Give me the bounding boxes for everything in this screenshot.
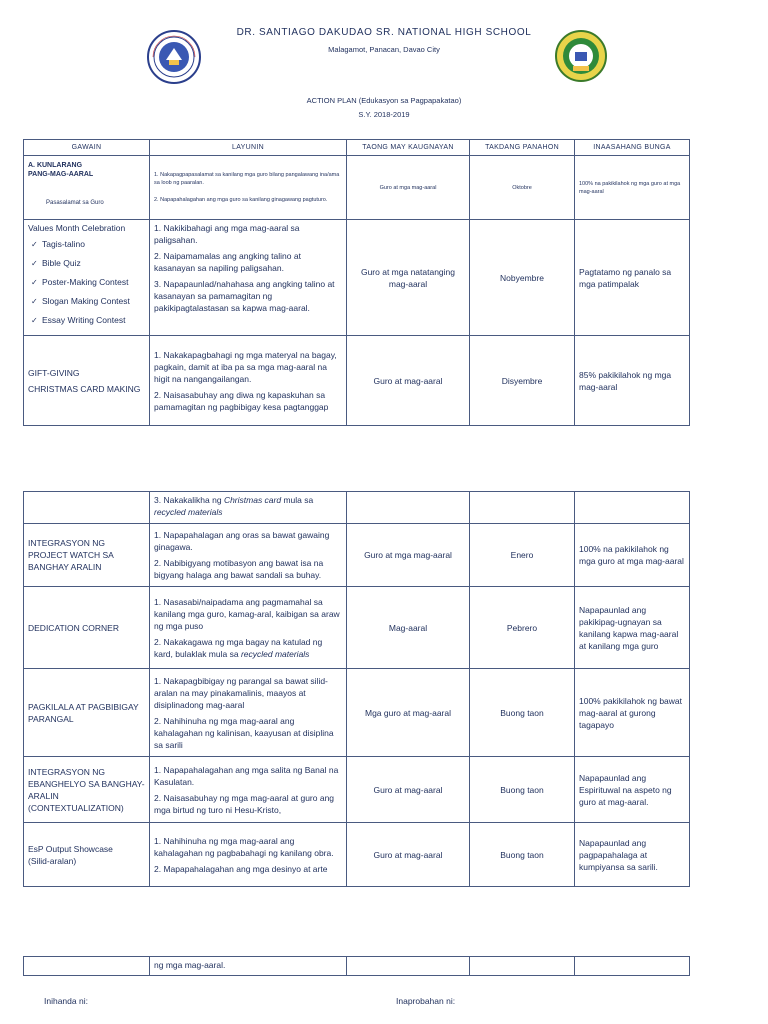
layunin-item: 1. Nakakapagbahagi ng mga materyal na bagay, pagkain, damit at iba pa sa mga mag-aaral na higit na nangangailangan. bbox=[154, 349, 337, 384]
table-row bbox=[24, 587, 690, 669]
checkmark-icon: ✓ bbox=[31, 259, 38, 268]
gawain-title: PANG-MAG-AARAL bbox=[28, 171, 94, 178]
panahon-cell bbox=[470, 957, 575, 976]
school-seal-logo bbox=[555, 30, 607, 82]
layunin-item: 3. Nakakalikha ng bbox=[154, 495, 224, 505]
table-row bbox=[24, 492, 690, 524]
gawain-cell: PAGKILALA AT PAGBIBIGAY PARANGAL bbox=[24, 669, 150, 757]
panahon-cell bbox=[470, 492, 575, 524]
table-row bbox=[24, 957, 690, 976]
checkmark-icon: ✓ bbox=[31, 278, 38, 287]
layunin-cell bbox=[150, 156, 347, 220]
prepared-by-label: Inihanda ni: bbox=[44, 996, 88, 1006]
panahon-cell: Enero bbox=[470, 524, 575, 587]
gawain-cell: INTEGRASYON NG EBANGHELYO SA BANGHAY-ARALIN (CONTEXTUALIZATION) bbox=[24, 757, 150, 823]
taong-cell: Guro at mga natatanging mag-aaral bbox=[347, 220, 470, 336]
panahon-cell: Buong taon bbox=[470, 669, 575, 757]
taong-cell bbox=[347, 957, 470, 976]
school-address: Malagamot, Panacan, Davao City bbox=[328, 45, 440, 54]
bunga-cell: Napapaunlad ang pakikipag-ugnayan sa kanilang kapwa mag-aaral at kanilang mga guro bbox=[575, 587, 690, 669]
gawain-cell: DEDICATION CORNER bbox=[24, 587, 150, 669]
layunin-item: 2. Napapahalagahan ang mga guro sa kanilang ginagawang pagtuturo. bbox=[154, 197, 328, 203]
gawain-cell bbox=[24, 823, 150, 887]
layunin-item: 1. Nasasabi/naipadama ang pagmamahal sa kanilang mga guro, kamag-aral, kaibigan sa araw ng mga puso bbox=[154, 596, 340, 631]
taong-cell bbox=[347, 492, 470, 524]
school-name: DR. SANTIAGO DAKUDAO SR. NATIONAL HIGH SCHOOL bbox=[236, 27, 532, 38]
layunin-item: 2. Naisasabuhay ng mga mag-aaral at guro ang mga birtud ng turo ni Hesu-Kristo, bbox=[154, 792, 335, 815]
gawain-cell bbox=[24, 220, 150, 336]
layunin-item: 2. Nakakagawa ng mga bagay na katulad ng kard, bulaklak mula sa recycled materials bbox=[154, 636, 323, 659]
action-plan-table-page1 bbox=[23, 139, 690, 426]
layunin-item: 1. Napapahalagahan ang mga salita ng Banal na Kasulatan. bbox=[154, 764, 339, 787]
table-row bbox=[24, 757, 690, 823]
school-year: S.Y. 2018-2019 bbox=[358, 110, 410, 119]
layunin-item: 2. Nahihinuha ng mga mag-aaral ang kahalagahan ng kalinisan, kaayusan at disiplina sa sarili bbox=[154, 715, 334, 750]
taong-cell: Guro at mga mag-aaral bbox=[347, 524, 470, 587]
layunin-cell bbox=[150, 587, 347, 669]
layunin-item: 3. Napapaunlad/nahahasa ang angking talino at kasanayan sa pamamagitan ng pakikipagtalastasan sa kapwa mag-aaral. bbox=[154, 279, 335, 313]
table-row bbox=[24, 220, 690, 336]
taong-cell: Mga guro at mag-aaral bbox=[347, 669, 470, 757]
bunga-cell: Napapaunlad ang Espirituwal na aspeto ng guro at mag-aaral. bbox=[575, 757, 690, 823]
bunga-cell bbox=[575, 492, 690, 524]
layunin-italic: Christmas card bbox=[223, 495, 282, 505]
layunin-item: 1. Nahihinuha ng mga mag-aaral ang kahalagahan ng pagbabahagi ng kanilang obra. bbox=[154, 835, 334, 858]
taong-cell: Guro at mga mag-aaral bbox=[347, 156, 470, 220]
panahon-cell: Disyembre bbox=[470, 336, 575, 426]
table-row bbox=[24, 524, 690, 587]
taong-cell: Guro at mag-aaral bbox=[347, 757, 470, 823]
gawain-title: EsP Output Showcase bbox=[28, 843, 113, 854]
table-row bbox=[24, 669, 690, 757]
gawain-cell bbox=[24, 492, 150, 524]
col-header-taong: TAONG MAY KAUGNAYAN bbox=[347, 140, 470, 156]
gawain-title: CHRISTMAS CARD MAKING bbox=[28, 383, 141, 394]
gawain-title: GIFT-GIVING bbox=[28, 367, 80, 378]
panahon-cell: Buong taon bbox=[470, 823, 575, 887]
layunin-item: mula sa bbox=[281, 495, 314, 505]
gawain-cell bbox=[24, 957, 150, 976]
list-item: ✓ Tagis-talino bbox=[31, 239, 85, 249]
taong-cell: Guro at mag-aaral bbox=[347, 823, 470, 887]
list-item: ✓ Slogan Making Contest bbox=[31, 296, 130, 306]
bunga-cell: Napapaunlad ang pagpapahalaga at kumpiyansa sa sarili. bbox=[575, 823, 690, 887]
bunga-cell: 85% pakikilahok ng mga mag-aaral bbox=[575, 336, 690, 426]
col-header-layunin: LAYUNIN bbox=[150, 140, 347, 156]
layunin-cell bbox=[150, 757, 347, 823]
col-header-panahon: TAKDANG PANAHON bbox=[470, 140, 575, 156]
approved-by-label: Inaprobahan ni: bbox=[396, 996, 456, 1006]
list-item: ✓ Bible Quiz bbox=[31, 258, 81, 268]
layunin-cell bbox=[150, 492, 347, 524]
panahon-cell: Nobyembre bbox=[470, 220, 575, 336]
gawain-cell: INTEGRASYON NG PROJECT WATCH SA BANGHAY ARALIN bbox=[24, 524, 150, 587]
layunin-item: 2. Naipamamalas ang angking talino at kasanayan sa napiling paligsahan. bbox=[154, 251, 301, 273]
col-header-gawain: GAWAIN bbox=[24, 140, 150, 156]
panahon-cell: Pebrero bbox=[470, 587, 575, 669]
layunin-cell bbox=[150, 524, 347, 587]
taong-cell: Mag-aaral bbox=[347, 587, 470, 669]
bunga-cell: 100% pakikilahok ng bawat mag-aaral at gurong tagapayo bbox=[575, 669, 690, 757]
checkmark-icon: ✓ bbox=[31, 297, 38, 306]
checkmark-icon: ✓ bbox=[31, 316, 38, 325]
action-plan-table-page2 bbox=[23, 491, 690, 887]
list-item: ✓ Essay Writing Contest bbox=[31, 315, 126, 325]
table-header-row bbox=[24, 140, 690, 156]
bunga-cell: 100% na pakikilahok ng mga guro at mga mag-aaral bbox=[575, 156, 690, 220]
layunin-item: 2. Nabibigyang motibasyon ang bawat isa na bigyang halaga ang bawat sandali sa buhay. bbox=[154, 558, 324, 580]
layunin-item: 1. Nakapagpapasalamat sa kanilang mga guro bilang pangalawang ina/ama sa loob ng paaralan. bbox=[154, 172, 340, 186]
layunin-cell bbox=[150, 669, 347, 757]
gawain-subtitle: Pasasalamat sa Guro bbox=[46, 200, 104, 206]
list-item: ✓ Poster-Making Contest bbox=[31, 277, 129, 287]
layunin-cell bbox=[150, 336, 347, 426]
bunga-cell: 100% na pakikilahok ng mga guro at mga mag-aaral bbox=[575, 524, 690, 587]
gawain-subtitle: (Silid-aralan) bbox=[28, 855, 77, 866]
layunin-item: 1. Napapahalagan ang oras sa bawat gawaing ginagawa. bbox=[154, 530, 330, 552]
panahon-cell: Oktobre bbox=[470, 156, 575, 220]
plan-title: ACTION PLAN (Edukasyon sa Pagpapakatao) bbox=[306, 96, 462, 105]
document-header bbox=[0, 0, 768, 135]
table-row bbox=[24, 336, 690, 426]
taong-cell: Guro at mag-aaral bbox=[347, 336, 470, 426]
layunin-item: 2. Naisasabuhay ang diwa ng kapaskuhan sa pamamagitan ng pagbibigay kesa pagtanggap bbox=[154, 389, 329, 412]
layunin-italic: recycled materials bbox=[154, 507, 223, 517]
layunin-cell: ng mga mag-aaral. bbox=[150, 957, 347, 976]
deped-seal-logo bbox=[147, 30, 201, 84]
layunin-item: 2. Mapapahalagahan ang mga desinyo at arte bbox=[154, 863, 328, 874]
gawain-cell bbox=[24, 156, 150, 220]
col-header-bunga: INAASAHANG BUNGA bbox=[575, 140, 690, 156]
action-plan-table-page3 bbox=[23, 956, 690, 976]
table-row bbox=[24, 823, 690, 887]
panahon-cell: Buong taon bbox=[470, 757, 575, 823]
gawain-title: Values Month Celebration bbox=[28, 223, 126, 233]
bunga-cell: Pagtatamo ng panalo sa mga patimpalak bbox=[575, 220, 690, 336]
bunga-cell bbox=[575, 957, 690, 976]
checkmark-icon: ✓ bbox=[31, 240, 38, 249]
table-row bbox=[24, 156, 690, 220]
layunin-cell bbox=[150, 823, 347, 887]
layunin-item: 1. Nakikibahagi ang mga mag-aaral sa paligsahan. bbox=[154, 223, 300, 245]
contest-list bbox=[28, 238, 145, 327]
gawain-title: A. KUNLARANG bbox=[28, 162, 83, 169]
layunin-cell bbox=[150, 220, 347, 336]
layunin-item: 1. Nakapagbibigay ng parangal sa bawat silid-aralan na may pinakamalinis, maayos at disiplinadong mag-aaral bbox=[154, 675, 328, 710]
gawain-cell bbox=[24, 336, 150, 426]
